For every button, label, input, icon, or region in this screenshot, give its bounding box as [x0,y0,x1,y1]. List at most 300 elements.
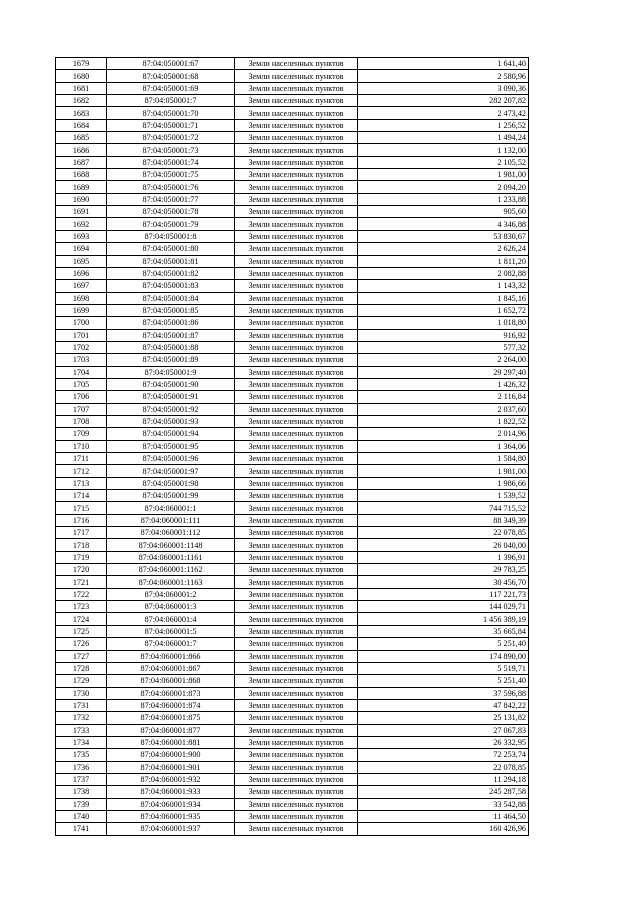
row-number-cell: 1709 [56,428,107,440]
cadastral-value-cell: 5 251,40 [358,675,529,687]
table-row [56,403,529,415]
row-number-cell: 1733 [56,724,107,736]
cadastral-number-cell: 87:04:060001:112 [107,527,235,539]
row-number-cell: 1684 [56,119,107,131]
land-category-cell: Земли населенных пунктов [235,329,358,341]
row-number-cell: 1729 [56,675,107,687]
cadastral-value-cell: 1 132,00 [358,144,529,156]
row-number-cell: 1737 [56,773,107,785]
cadastral-value-cell: 53 830,67 [358,230,529,242]
cadastral-number-cell: 87:04:050001:91 [107,391,235,403]
cadastral-value-cell: 2 094,20 [358,181,529,193]
land-category-cell: Земли населенных пунктов [235,206,358,218]
land-category-cell: Земли населенных пунктов [235,218,358,230]
table-row [56,477,529,489]
land-category-cell: Земли населенных пунктов [235,292,358,304]
row-number-cell: 1682 [56,95,107,107]
table-row [56,662,529,674]
table-row [56,650,529,662]
table-row [56,502,529,514]
row-number-cell: 1701 [56,329,107,341]
cadastral-number-cell: 87:04:060001:900 [107,749,235,761]
land-category-cell: Земли населенных пунктов [235,354,358,366]
row-number-cell: 1699 [56,304,107,316]
table-row [56,749,529,761]
cadastral-value-cell: 35 665,84 [358,625,529,637]
table-row [56,613,529,625]
cadastral-number-cell: 87:04:060001:867 [107,662,235,674]
table-row [56,440,529,452]
cadastral-value-cell: 744 715,52 [358,502,529,514]
cadastral-value-cell: 282 207,82 [358,95,529,107]
land-category-cell: Земли населенных пунктов [235,712,358,724]
cadastral-value-cell: 5 519,71 [358,662,529,674]
land-category-cell: Земли населенных пунктов [235,539,358,551]
cadastral-number-cell: 87:04:060001:881 [107,736,235,748]
table-row [56,218,529,230]
land-category-cell: Земли населенных пунктов [235,650,358,662]
cadastral-number-cell: 87:04:050001:9 [107,366,235,378]
land-category-cell: Земли населенных пунктов [235,699,358,711]
cadastral-number-cell: 87:04:050001:79 [107,218,235,230]
table-row [56,107,529,119]
row-number-cell: 1691 [56,206,107,218]
cadastral-number-cell: 87:04:050001:95 [107,440,235,452]
land-category-cell: Земли населенных пунктов [235,132,358,144]
table-row [56,156,529,168]
table-row [56,95,529,107]
land-category-cell: Земли населенных пунктов [235,798,358,810]
land-category-cell: Земли населенных пунктов [235,601,358,613]
cadastral-value-cell: 11 294,18 [358,773,529,785]
cadastral-value-cell: 2 105,52 [358,156,529,168]
land-category-cell: Земли населенных пунктов [235,675,358,687]
table-body [56,58,529,836]
cadastral-value-cell: 905,60 [358,206,529,218]
row-number-cell: 1713 [56,477,107,489]
table-row [56,366,529,378]
cadastral-number-cell: 87:04:060001:934 [107,798,235,810]
land-category-cell: Земли населенных пунктов [235,144,358,156]
table-row [56,638,529,650]
cadastral-number-cell: 87:04:060001:4 [107,613,235,625]
row-number-cell: 1707 [56,403,107,415]
row-number-cell: 1704 [56,366,107,378]
cadastral-value-cell: 29 783,25 [358,564,529,576]
cadastral-number-cell: 87:04:060001:875 [107,712,235,724]
row-number-cell: 1694 [56,243,107,255]
table-row [56,280,529,292]
land-category-cell: Земли населенных пунктов [235,761,358,773]
row-number-cell: 1712 [56,465,107,477]
cadastral-number-cell: 87:04:060001:1 [107,502,235,514]
table-row [56,798,529,810]
cadastral-number-cell: 87:04:060001:901 [107,761,235,773]
cadastral-number-cell: 87:04:060001:935 [107,810,235,822]
land-category-cell: Земли населенных пунктов [235,378,358,390]
cadastral-value-cell: 22 078,85 [358,527,529,539]
land-category-cell: Земли населенных пунктов [235,564,358,576]
row-number-cell: 1741 [56,823,107,835]
table-row [56,181,529,193]
cadastral-number-cell: 87:04:050001:99 [107,490,235,502]
cadastral-number-cell: 87:04:050001:98 [107,477,235,489]
table-row [56,490,529,502]
cadastral-value-cell: 2 037,60 [358,403,529,415]
cadastral-value-cell: 1 396,91 [358,551,529,563]
cadastral-value-cell: 1 652,72 [358,304,529,316]
cadastral-number-cell: 87:04:050001:85 [107,304,235,316]
row-number-cell: 1697 [56,280,107,292]
cadastral-value-cell: 1 822,52 [358,415,529,427]
row-number-cell: 1702 [56,341,107,353]
cadastral-number-cell: 87:04:050001:92 [107,403,235,415]
cadastral-value-cell: 1 981,00 [358,169,529,181]
land-category-cell: Земли населенных пунктов [235,786,358,798]
cadastral-value-cell: 1 256,52 [358,119,529,131]
row-number-cell: 1738 [56,786,107,798]
cadastral-value-cell: 1 426,32 [358,378,529,390]
table-row [56,761,529,773]
cadastral-number-cell: 87:04:050001:74 [107,156,235,168]
cadastral-number-cell: 87:04:060001:873 [107,687,235,699]
table-row [56,292,529,304]
cadastral-number-cell: 87:04:050001:87 [107,329,235,341]
land-category-cell: Земли населенных пунктов [235,304,358,316]
land-category-cell: Земли населенных пунктов [235,687,358,699]
table-row [56,601,529,613]
row-number-cell: 1731 [56,699,107,711]
row-number-cell: 1706 [56,391,107,403]
cadastral-number-cell: 87:04:050001:82 [107,267,235,279]
land-category-cell: Земли населенных пунктов [235,662,358,674]
cadastral-number-cell: 87:04:050001:77 [107,193,235,205]
cadastral-value-cell: 1 981,00 [358,465,529,477]
cadastral-value-cell: 3 090,36 [358,82,529,94]
row-number-cell: 1714 [56,490,107,502]
land-category-cell: Земли населенных пунктов [235,502,358,514]
cadastral-value-cell: 2 116,84 [358,391,529,403]
land-category-cell: Земли населенных пунктов [235,156,358,168]
table-row [56,428,529,440]
cadastral-value-cell: 26 332,95 [358,736,529,748]
row-number-cell: 1686 [56,144,107,156]
table-row [56,823,529,835]
land-category-cell: Земли населенных пунктов [235,82,358,94]
row-number-cell: 1728 [56,662,107,674]
cadastral-value-cell: 1 986,66 [358,477,529,489]
row-number-cell: 1708 [56,415,107,427]
cadastral-number-cell: 87:04:060001:111 [107,514,235,526]
row-number-cell: 1690 [56,193,107,205]
cadastral-value-cell: 1 845,16 [358,292,529,304]
row-number-cell: 1732 [56,712,107,724]
land-category-cell: Земли населенных пунктов [235,613,358,625]
table-row [56,255,529,267]
row-number-cell: 1718 [56,539,107,551]
cadastral-value-cell: 916,92 [358,329,529,341]
cadastral-value-cell: 1 456 389,19 [358,613,529,625]
table-row [56,724,529,736]
table-row [56,119,529,131]
land-category-cell: Земли населенных пунктов [235,823,358,835]
cadastral-number-cell: 87:04:050001:96 [107,453,235,465]
land-category-cell: Земли населенных пунктов [235,514,358,526]
table-row [56,576,529,588]
table-row [56,514,529,526]
cadastral-value-cell: 245 287,58 [358,786,529,798]
cadastral-value-cell: 72 253,74 [358,749,529,761]
table-row [56,773,529,785]
cadastral-number-cell: 87:04:060001:874 [107,699,235,711]
cadastral-value-cell: 47 842,22 [358,699,529,711]
cadastral-value-cell: 11 464,50 [358,810,529,822]
table-row [56,391,529,403]
row-number-cell: 1716 [56,514,107,526]
cadastral-value-cell: 1 811,20 [358,255,529,267]
cadastral-number-cell: 87:04:060001:937 [107,823,235,835]
cadastral-number-cell: 87:04:050001:70 [107,107,235,119]
cadastral-value-cell: 1 233,88 [358,193,529,205]
cadastral-value-cell: 1 143,32 [358,280,529,292]
row-number-cell: 1736 [56,761,107,773]
table-row [56,588,529,600]
table-row [56,551,529,563]
table-row [56,687,529,699]
land-category-cell: Земли населенных пунктов [235,490,358,502]
cadastral-number-cell: 87:04:050001:86 [107,317,235,329]
land-category-cell: Земли населенных пунктов [235,255,358,267]
cadastral-number-cell: 87:04:050001:73 [107,144,235,156]
cadastral-number-cell: 87:04:060001:933 [107,786,235,798]
cadastral-value-cell: 2 626,24 [358,243,529,255]
row-number-cell: 1679 [56,58,107,70]
land-category-cell: Земли населенных пунктов [235,267,358,279]
row-number-cell: 1687 [56,156,107,168]
table-row [56,527,529,539]
row-number-cell: 1711 [56,453,107,465]
cadastral-value-cell: 88 349,39 [358,514,529,526]
cadastral-number-cell: 87:04:050001:93 [107,415,235,427]
cadastral-value-cell: 1 641,40 [358,58,529,70]
row-number-cell: 1723 [56,601,107,613]
land-category-cell: Земли населенных пунктов [235,810,358,822]
cadastral-value-cell: 1 018,80 [358,317,529,329]
cadastral-number-cell: 87:04:050001:71 [107,119,235,131]
land-category-cell: Земли населенных пунктов [235,625,358,637]
land-category-cell: Земли населенных пунктов [235,95,358,107]
land-category-cell: Земли населенных пунктов [235,280,358,292]
table-row [56,810,529,822]
table-row [56,70,529,82]
row-number-cell: 1681 [56,82,107,94]
land-category-cell: Земли населенных пунктов [235,527,358,539]
land-category-cell: Земли населенных пунктов [235,70,358,82]
cadastral-number-cell: 87:04:050001:72 [107,132,235,144]
table-row [56,267,529,279]
table-row [56,132,529,144]
cadastral-value-cell: 27 067,83 [358,724,529,736]
land-category-cell: Земли населенных пунктов [235,749,358,761]
table-row [56,82,529,94]
land-category-cell: Земли населенных пунктов [235,415,358,427]
cadastral-number-cell: 87:04:060001:1161 [107,551,235,563]
table-row [56,712,529,724]
cadastral-number-cell: 87:04:060001:866 [107,650,235,662]
table-row [56,230,529,242]
cadastral-value-cell: 2 014,96 [358,428,529,440]
land-category-cell: Земли населенных пунктов [235,440,358,452]
table-row [56,675,529,687]
row-number-cell: 1689 [56,181,107,193]
cadastral-number-cell: 87:04:060001:3 [107,601,235,613]
cadastral-number-cell: 87:04:050001:7 [107,95,235,107]
table-row [56,58,529,70]
land-category-cell: Земли населенных пунктов [235,736,358,748]
cadastral-value-cell: 30 456,70 [358,576,529,588]
cadastral-number-cell: 87:04:050001:83 [107,280,235,292]
cadastral-value-cell: 5 251,40 [358,638,529,650]
cadastral-number-cell: 87:04:050001:81 [107,255,235,267]
row-number-cell: 1705 [56,378,107,390]
table-row [56,786,529,798]
land-category-cell: Земли населенных пунктов [235,193,358,205]
row-number-cell: 1719 [56,551,107,563]
cadastral-number-cell: 87:04:050001:67 [107,58,235,70]
cadastral-number-cell: 87:04:060001:877 [107,724,235,736]
cadastral-number-cell: 87:04:060001:1163 [107,576,235,588]
cadastral-value-cell: 33 542,88 [358,798,529,810]
cadastral-value-cell: 577,32 [358,341,529,353]
row-number-cell: 1726 [56,638,107,650]
row-number-cell: 1710 [56,440,107,452]
table-row [56,169,529,181]
row-number-cell: 1692 [56,218,107,230]
cadastral-value-cell: 1 584,80 [358,453,529,465]
land-category-cell: Земли населенных пунктов [235,169,358,181]
table-row [56,625,529,637]
land-category-cell: Земли населенных пунктов [235,551,358,563]
row-number-cell: 1730 [56,687,107,699]
table-row [56,415,529,427]
row-number-cell: 1735 [56,749,107,761]
cadastral-value-cell: 4 346,88 [358,218,529,230]
land-category-cell: Земли населенных пунктов [235,403,358,415]
cadastral-number-cell: 87:04:050001:90 [107,378,235,390]
cadastral-number-cell: 87:04:060001:2 [107,588,235,600]
cadastral-value-cell: 2 082,88 [358,267,529,279]
cadastral-value-cell: 174 890,00 [358,650,529,662]
land-category-cell: Земли населенных пунктов [235,181,358,193]
cadastral-number-cell: 87:04:050001:78 [107,206,235,218]
row-number-cell: 1685 [56,132,107,144]
land-category-cell: Земли населенных пунктов [235,119,358,131]
table-row [56,736,529,748]
cadastral-number-cell: 87:04:050001:97 [107,465,235,477]
row-number-cell: 1720 [56,564,107,576]
land-category-cell: Земли населенных пунктов [235,638,358,650]
cadastral-number-cell: 87:04:060001:932 [107,773,235,785]
cadastral-value-cell: 1 539,52 [358,490,529,502]
cadastral-number-cell: 87:04:050001:80 [107,243,235,255]
table-row [56,144,529,156]
cadastral-value-cell: 1 364,06 [358,440,529,452]
table-row [56,329,529,341]
cadastral-value-cell: 26 040,00 [358,539,529,551]
row-number-cell: 1727 [56,650,107,662]
row-number-cell: 1715 [56,502,107,514]
cadastral-number-cell: 87:04:060001:5 [107,625,235,637]
cadastral-value-cell: 37 596,88 [358,687,529,699]
land-category-cell: Земли населенных пунктов [235,576,358,588]
land-category-cell: Земли населенных пунктов [235,366,358,378]
cadastral-number-cell: 87:04:050001:75 [107,169,235,181]
cadastral-number-cell: 87:04:050001:69 [107,82,235,94]
table-row [56,193,529,205]
cadastral-value-cell: 160 426,96 [358,823,529,835]
cadastral-value-cell: 2 264,00 [358,354,529,366]
row-number-cell: 1717 [56,527,107,539]
cadastral-value-table [55,57,529,836]
land-category-cell: Земли населенных пунктов [235,317,358,329]
cadastral-number-cell: 87:04:050001:84 [107,292,235,304]
row-number-cell: 1721 [56,576,107,588]
table-row [56,564,529,576]
row-number-cell: 1693 [56,230,107,242]
cadastral-value-cell: 144 029,71 [358,601,529,613]
cadastral-number-cell: 87:04:060001:7 [107,638,235,650]
row-number-cell: 1700 [56,317,107,329]
row-number-cell: 1724 [56,613,107,625]
row-number-cell: 1680 [56,70,107,82]
cadastral-value-cell: 2 473,42 [358,107,529,119]
table-row [56,206,529,218]
land-category-cell: Земли населенных пунктов [235,58,358,70]
cadastral-value-cell: 1 494,24 [358,132,529,144]
cadastral-value-cell: 117 221,73 [358,588,529,600]
row-number-cell: 1696 [56,267,107,279]
row-number-cell: 1688 [56,169,107,181]
cadastral-value-cell: 29 297,40 [358,366,529,378]
table-row [56,539,529,551]
land-category-cell: Земли населенных пунктов [235,230,358,242]
cadastral-number-cell: 87:04:050001:94 [107,428,235,440]
cadastral-number-cell: 87:04:050001:76 [107,181,235,193]
row-number-cell: 1734 [56,736,107,748]
table-row [56,304,529,316]
land-category-cell: Земли населенных пунктов [235,107,358,119]
table-row [56,317,529,329]
row-number-cell: 1739 [56,798,107,810]
land-category-cell: Земли населенных пунктов [235,391,358,403]
land-category-cell: Земли населенных пунктов [235,477,358,489]
land-category-cell: Земли населенных пунктов [235,588,358,600]
land-category-cell: Земли населенных пунктов [235,453,358,465]
table-row [56,453,529,465]
cadastral-value-cell: 22 078,85 [358,761,529,773]
table-row [56,378,529,390]
row-number-cell: 1703 [56,354,107,366]
table-row [56,243,529,255]
row-number-cell: 1722 [56,588,107,600]
land-category-cell: Земли населенных пунктов [235,773,358,785]
cadastral-value-cell: 2 580,96 [358,70,529,82]
row-number-cell: 1695 [56,255,107,267]
land-category-cell: Земли населенных пунктов [235,243,358,255]
cadastral-number-cell: 87:04:060001:868 [107,675,235,687]
row-number-cell: 1683 [56,107,107,119]
row-number-cell: 1740 [56,810,107,822]
